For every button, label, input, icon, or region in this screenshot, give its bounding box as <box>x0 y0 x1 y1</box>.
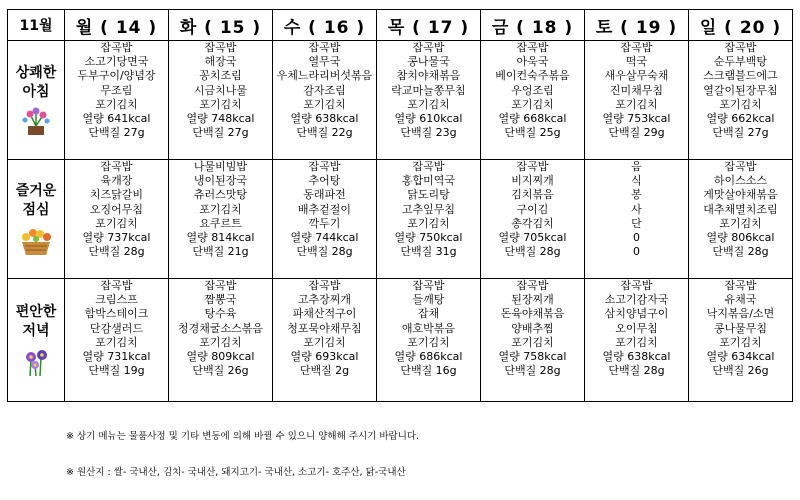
menu-item: 동래파전 <box>303 188 346 202</box>
dinner-monday-cell <box>65 279 169 402</box>
menu-item: 오징어무침 <box>89 202 144 216</box>
menu-item: 열량 668kcal <box>498 112 567 126</box>
menu-item: 열량 809kcal <box>186 350 255 364</box>
menu-item: 단백질 21g <box>192 245 249 259</box>
menu-item: 0 <box>633 231 640 245</box>
menu-item: 열량 814kcal <box>186 231 255 245</box>
dinner-sunday-cell <box>689 279 793 402</box>
menu-item: 나물비빔밥 <box>193 160 248 173</box>
menu-item: 열량 641kcal <box>82 112 151 126</box>
menu-item: 포기김치 <box>407 97 450 111</box>
dinner-wednesday-cell <box>273 279 377 402</box>
menu-item: 들깨탕 <box>412 293 445 307</box>
menu-item: 단백질 2g <box>299 364 350 378</box>
menu-item: 단백질 23g <box>400 126 457 140</box>
breakfast-monday-cell <box>65 41 169 160</box>
menu-item: 단백질 26g <box>712 364 769 378</box>
menu-item: 포기김치 <box>199 335 242 349</box>
menu-item: 스크램블드에그 <box>703 69 778 83</box>
lunch-sunday-cell <box>689 160 793 279</box>
menu-item: 열량 753kcal <box>602 112 671 126</box>
menu-item: 단백질 29g <box>608 126 665 140</box>
dinner-tuesday-cell <box>169 279 273 402</box>
menu-item: 포기김치 <box>511 335 554 349</box>
menu-item: 총각김치 <box>511 216 554 230</box>
breakfast-label: 상쾌한 아침 <box>15 65 57 100</box>
header-row <box>8 10 793 41</box>
menu-item: 잡곡밥 <box>724 41 757 54</box>
menu-item: 열량 638kcal <box>602 350 671 364</box>
flower-pot-icon <box>8 106 64 136</box>
menu-item: 참치야채볶음 <box>396 69 461 83</box>
menu-item: 단백질 27g <box>88 126 145 140</box>
menu-item: 포기김치 <box>199 202 242 216</box>
menu-item: 떡국 <box>625 55 648 69</box>
menu-item: 포기김치 <box>407 335 450 349</box>
menu-item: 잡곡밥 <box>412 160 445 173</box>
menu-item: 콩나물국 <box>407 55 450 69</box>
menu-item: 단백질 28g <box>504 245 561 259</box>
menu-item: 잡곡밥 <box>100 160 133 173</box>
menu-item: 고추잎무침 <box>401 202 456 216</box>
menu-item: 단백질 16g <box>400 364 457 378</box>
menu-item: 열량 758kcal <box>498 350 567 364</box>
origin-note: ※ 원산지 : 쌀- 국내산, 김치- 국내산, 돼지고기- 국내산, 소고기- 호주산, 닭-국내산 <box>66 467 406 478</box>
menu-item: 잡곡밥 <box>412 279 445 292</box>
weekly-menu-table <box>7 9 793 402</box>
day-header-saturday: 토 ( 19 ) <box>585 10 689 41</box>
lunch-monday-cell <box>65 160 169 279</box>
breakfast-row <box>8 41 793 160</box>
menu-item: 단 <box>631 216 642 230</box>
purple-flowers-icon <box>8 345 64 377</box>
menu-item: 진미채무침 <box>609 83 664 97</box>
dinner-label-cell <box>8 279 65 402</box>
menu-item: 봉 <box>631 188 642 202</box>
flower-basket-icon <box>8 224 64 256</box>
menu-item: 베이컨숙주볶음 <box>495 69 570 83</box>
menu-item: 잡곡밥 <box>100 279 133 292</box>
menu-item: 포기김치 <box>199 97 242 111</box>
lunch-label: 즐거운 점심 <box>15 183 57 218</box>
menu-item: 열량 638kcal <box>290 112 359 126</box>
menu-item: 열량 634kcal <box>706 350 775 364</box>
day-header-monday: 월 ( 14 ) <box>65 10 169 41</box>
menu-item: 음 <box>631 160 642 173</box>
menu-item: 식 <box>631 174 642 188</box>
menu-item: 잡곡밥 <box>620 41 653 54</box>
menu-item: 단백질 28g <box>608 364 665 378</box>
menu-item: 돈육야채볶음 <box>500 307 565 321</box>
dinner-saturday-cell <box>585 279 689 402</box>
menu-item: 열무국 <box>308 55 341 69</box>
menu-item: 락교마늘쫑무침 <box>391 83 466 97</box>
day-header-sunday: 일 ( 20 ) <box>689 10 793 41</box>
day-header-tuesday: 화 ( 15 ) <box>169 10 273 41</box>
menu-item: 잡곡밥 <box>308 279 341 292</box>
menu-item: 단백질 19g <box>88 364 145 378</box>
menu-item: 포기김치 <box>95 216 138 230</box>
menu-item: 홍합미역국 <box>401 174 456 188</box>
breakfast-label-cell <box>8 41 65 160</box>
menu-item: 잡곡밥 <box>308 41 341 54</box>
day-header-wednesday: 수 ( 16 ) <box>273 10 377 41</box>
lunch-wednesday-cell <box>273 160 377 279</box>
menu-item: 두부구이/양념장 <box>77 69 156 83</box>
menu-item: 잡곡밥 <box>308 160 341 173</box>
lunch-saturday-cell <box>585 160 689 279</box>
menu-item: 단백질 26g <box>192 364 249 378</box>
menu-item: 시금치나물 <box>193 83 248 97</box>
menu-item: 열량 693kcal <box>290 350 359 364</box>
menu-item: 양배추찜 <box>511 321 554 335</box>
menu-item: 우엉조림 <box>511 83 554 97</box>
menu-item: 게맛살야채볶음 <box>703 188 778 202</box>
menu-item: 단백질 28g <box>88 245 145 259</box>
menu-item: 육개장 <box>100 174 133 188</box>
menu-item: 열량 737kcal <box>82 231 151 245</box>
menu-item: 순두부백탕 <box>713 55 768 69</box>
menu-item: 하이스소스 <box>713 174 768 188</box>
menu-item: 0 <box>633 245 640 259</box>
menu-item: 감자조림 <box>303 83 346 97</box>
menu-item: 오이무침 <box>615 321 658 335</box>
menu-item: 청경채굴소스볶음 <box>177 321 263 335</box>
breakfast-tuesday-cell <box>169 41 273 160</box>
day-header-thursday: 목 ( 17 ) <box>377 10 481 41</box>
menu-item: 잡곡밥 <box>724 160 757 173</box>
dinner-row <box>8 279 793 402</box>
menu-item: 해장국 <box>204 55 237 69</box>
menu-item: 치즈닭갈비 <box>89 188 144 202</box>
menu-item: 깍두기 <box>308 216 341 230</box>
menu-item: 포기김치 <box>719 216 762 230</box>
menu-item: 단백질 28g <box>504 364 561 378</box>
menu-item: 잡곡밥 <box>204 41 237 54</box>
menu-item: 잡곡밥 <box>100 41 133 54</box>
lunch-tuesday-cell <box>169 160 273 279</box>
menu-item: 열량 744kcal <box>290 231 359 245</box>
menu-item: 포기김치 <box>303 97 346 111</box>
menu-item: 단백질 25g <box>504 126 561 140</box>
menu-item: 포기김치 <box>719 97 762 111</box>
breakfast-sunday-cell <box>689 41 793 160</box>
menu-item: 열량 705kcal <box>498 231 567 245</box>
menu-item: 포기김치 <box>719 335 762 349</box>
menu-item: 포기김치 <box>95 335 138 349</box>
menu-item: 열량 806kcal <box>706 231 775 245</box>
breakfast-friday-cell <box>481 41 585 160</box>
menu-item: 단백질 28g <box>296 245 353 259</box>
menu-item: 추어탕 <box>308 174 341 188</box>
menu-item: 고추장찌개 <box>297 293 352 307</box>
menu-item: 잡채 <box>417 307 440 321</box>
menu-item: 된장찌개 <box>511 293 554 307</box>
menu-item: 유채국 <box>724 293 757 307</box>
lunch-friday-cell <box>481 160 585 279</box>
menu-item: 비지찌개 <box>511 174 554 188</box>
menu-item: 단백질 27g <box>712 126 769 140</box>
menu-item: 구이김 <box>516 202 549 216</box>
menu-item: 함박스테이크 <box>84 307 149 321</box>
menu-item: 잡곡밥 <box>516 41 549 54</box>
menu-item: 포기김치 <box>303 335 346 349</box>
menu-item: 요쿠르트 <box>199 216 242 230</box>
lunch-label-cell <box>8 160 65 279</box>
dinner-friday-cell <box>481 279 585 402</box>
menu-item: 잡곡밥 <box>516 279 549 292</box>
menu-item: 소고기당면국 <box>84 55 149 69</box>
menu-item: 사 <box>631 202 642 216</box>
dinner-thursday-cell <box>377 279 481 402</box>
menu-item: 포기김치 <box>407 216 450 230</box>
menu-item: 포기김치 <box>511 97 554 111</box>
menu-item: 콩나물무침 <box>713 321 768 335</box>
dinner-label: 편안한 저녁 <box>15 304 57 339</box>
menu-item: 단백질 22g <box>296 126 353 140</box>
menu-item: 단백질 31g <box>400 245 457 259</box>
menu-item: 애호박볶음 <box>401 321 456 335</box>
menu-item: 새우살무숙채 <box>604 69 669 83</box>
menu-item: 열량 750kcal <box>394 231 463 245</box>
breakfast-thursday-cell <box>377 41 481 160</box>
menu-item: 대추채멸치조림 <box>703 202 778 216</box>
menu-item: 단감샐러드 <box>89 321 144 335</box>
menu-item: 꽁치조림 <box>199 69 242 83</box>
menu-item: 탕수육 <box>204 307 237 321</box>
menu-item: 소고기감자국 <box>604 293 669 307</box>
menu-item: 잡곡밥 <box>412 41 445 54</box>
menu-item: 포기김치 <box>95 97 138 111</box>
breakfast-wednesday-cell <box>273 41 377 160</box>
day-header-friday: 금 ( 18 ) <box>481 10 585 41</box>
menu-item: 파채산적구이 <box>292 307 357 321</box>
menu-item: 열량 748kcal <box>186 112 255 126</box>
lunch-thursday-cell <box>377 160 481 279</box>
footnotes <box>66 428 419 500</box>
menu-change-note: ※ 상기 메뉴는 물품사정 및 기타 변동에 의해 바뀔 수 있으니 양해해 주시기 바랍니다. <box>66 431 420 442</box>
menu-item: 단백질 27g <box>192 126 249 140</box>
menu-item: 크림스프 <box>95 293 138 307</box>
breakfast-saturday-cell <box>585 41 689 160</box>
menu-item: 낙지볶음/소면 <box>706 307 775 321</box>
menu-item: 포기김치 <box>615 335 658 349</box>
menu-item: 청포묵야채무침 <box>287 321 362 335</box>
menu-item: 냉이된장국 <box>193 174 248 188</box>
menu-item: 아욱국 <box>516 55 549 69</box>
menu-item: 잡곡밥 <box>620 279 653 292</box>
menu-item: 무조림 <box>100 83 133 97</box>
menu-item: 짬뽕국 <box>204 293 237 307</box>
menu-item: 열량 662kcal <box>706 112 775 126</box>
menu-item: 열량 686kcal <box>394 350 463 364</box>
menu-item: 닭도리탕 <box>407 188 450 202</box>
menu-item: 잡곡밥 <box>724 279 757 292</box>
menu-item: 잡곡밥 <box>516 160 549 173</box>
menu-item: 츄러스맛탕 <box>193 188 248 202</box>
menu-item: 삼치양념구이 <box>604 307 669 321</box>
month-header: 11월 <box>8 10 65 41</box>
menu-item: 김치볶음 <box>511 188 554 202</box>
menu-item: 열갈이된장무침 <box>703 83 778 97</box>
menu-item: 포기김치 <box>615 97 658 111</box>
menu-item: 잡곡밥 <box>204 279 237 292</box>
menu-item: 배추겉절이 <box>297 202 352 216</box>
menu-item: 열량 731kcal <box>82 350 151 364</box>
lunch-row <box>8 160 793 279</box>
menu-item: 우체느라리버섯볶음 <box>276 69 373 83</box>
menu-item: 열량 610kcal <box>394 112 463 126</box>
menu-item: 단백질 28g <box>712 245 769 259</box>
